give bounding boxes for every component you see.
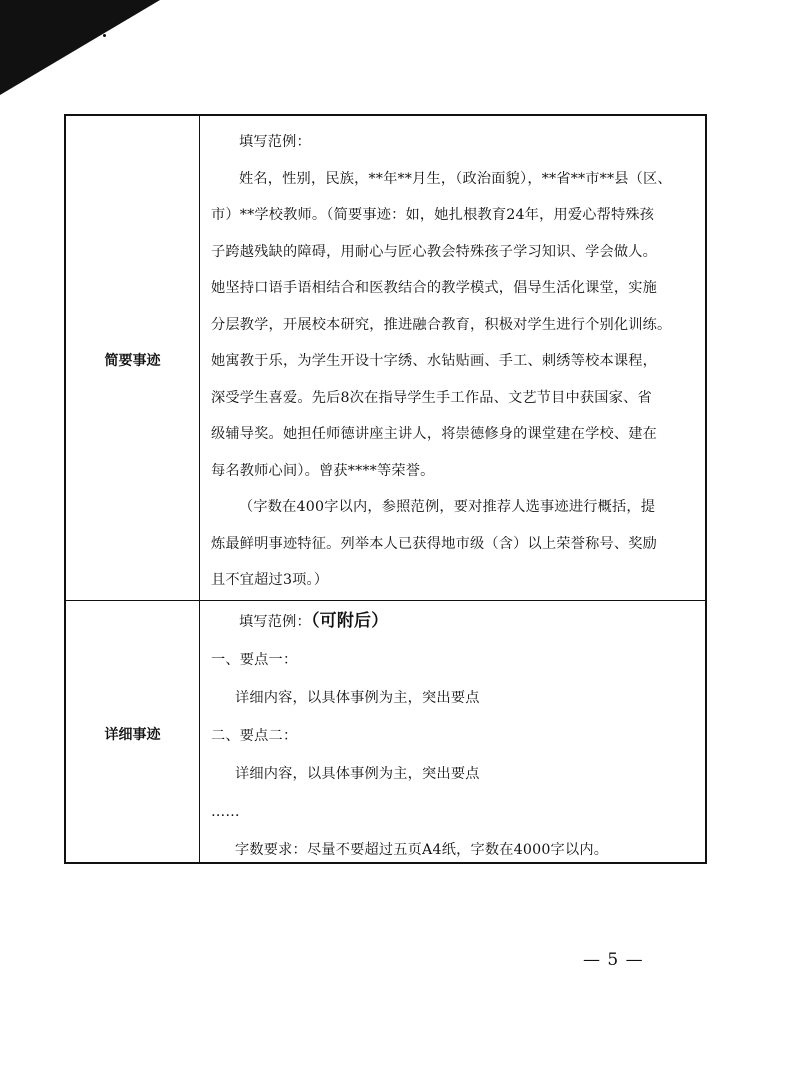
example-line: 子跨越残缺的障碍，用耐心与匠心教会特殊孩子学习知识、学会做人。: [211, 243, 658, 260]
note-line: 且不宜超过3项。）: [211, 572, 329, 588]
point2-detail: 详细内容，以具体事例为主，突出要点: [235, 766, 480, 782]
example-line: 她坚持口语手语相结合和医教结合的教学模式，倡导生活化课堂，实施: [211, 280, 658, 296]
example-line: 每名教师心间）。曾获****等荣誉。: [211, 462, 435, 479]
note-line: （字数在400字以内，参照范例，要对推荐人选事迹进行概括，提: [239, 499, 656, 515]
page-number: — 5 —: [583, 950, 644, 970]
word-count-requirement: 字数要求：尽量不要超过五页A4纸，字数在4000字以内。: [235, 842, 609, 858]
brief-deeds-content: [211, 124, 697, 599]
column-divider: [199, 116, 200, 862]
detail-heading-suffix: （可附后）: [310, 611, 389, 631]
detail-heading: [211, 602, 697, 641]
point1-title: 一、要点一：: [211, 652, 298, 668]
ellipsis: ……: [211, 804, 240, 820]
point2-title: 二、要点二：: [211, 728, 298, 744]
scan-speck: [103, 34, 106, 37]
scan-shadow-corner: [0, 0, 160, 95]
example-line: 她寓教于乐，为学生开设十字绣、水钻贴画、手工、刺绣等校本课程，: [211, 353, 658, 369]
example-heading: 填写范例：: [239, 134, 311, 150]
example-line: 级辅导奖。她担任师德讲座主讲人，将崇德修身的课堂建在学校、建在: [211, 426, 658, 442]
detailed-deeds-content: [211, 602, 697, 869]
form-table: [64, 114, 707, 864]
detailed-deeds-label: 详细事迹: [104, 727, 161, 743]
brief-deeds-label: 简要事迹: [104, 353, 161, 369]
point1-detail: 详细内容，以具体事例为主，突出要点: [235, 690, 480, 706]
example-line: 分层教学，开展校本研究，推进融合教育，积极对学生进行个别化训练。: [211, 316, 672, 333]
row-divider: [66, 600, 705, 601]
example-line: 姓名，性别，民族，**年**月生，（政治面貌），**省**市**县（区、: [239, 170, 672, 187]
detail-heading-text: 填写范例：: [239, 614, 311, 630]
example-line: 深受学生喜爱。先后8次在指导学生手工作品、文艺节目中获国家、省: [211, 389, 652, 406]
example-line: 市）**学校教师。（简要事迹：如，她扎根教育24年，用爱心帮特殊孩: [211, 207, 655, 223]
note-line: 炼最鲜明事迹特征。列举本人已获得地市级（含）以上荣誉称号、奖励: [211, 535, 658, 552]
